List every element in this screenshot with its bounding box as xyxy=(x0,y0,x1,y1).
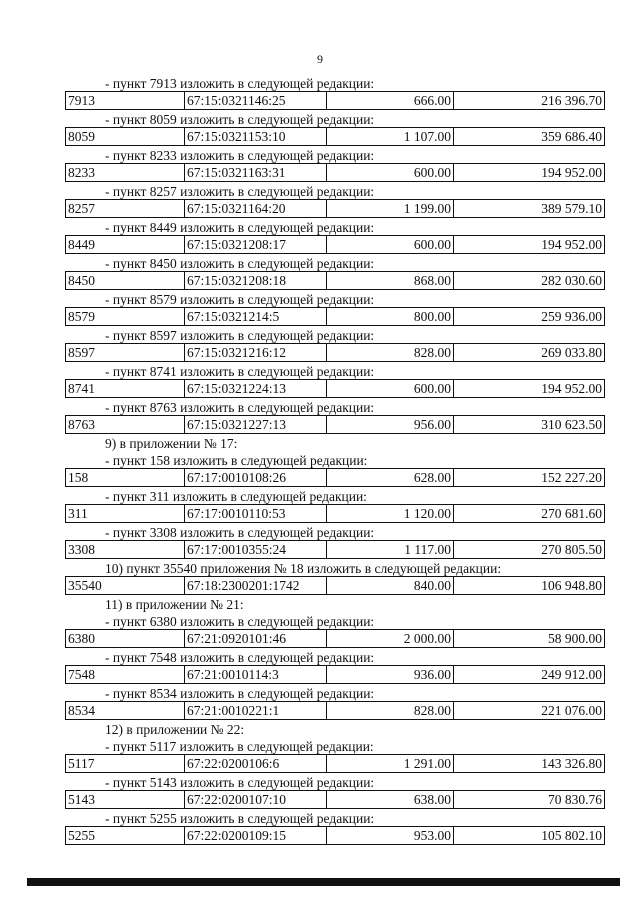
section-heading: 9) в приложении № 17: xyxy=(105,436,238,451)
table-row xyxy=(65,343,605,362)
area-cell: 1 117.00 xyxy=(327,541,454,559)
area-cell: 600.00 xyxy=(327,236,454,254)
cadastral-number-cell: 67:17:0010108:26 xyxy=(185,469,327,487)
area-cell: 953.00 xyxy=(327,827,454,845)
amendment-instruction: - пункт 8449 изложить в следующей редакции: xyxy=(105,220,375,235)
amendment-instruction: - пункт 5255 изложить в следующей редакции: xyxy=(105,811,375,826)
amendment-instruction: - пункт 158 изложить в следующей редакции: xyxy=(105,453,368,468)
item-number-cell: 8763 xyxy=(66,416,185,434)
cadastral-number-cell: 67:15:0321214:5 xyxy=(185,308,327,326)
item-number-cell: 8233 xyxy=(66,164,185,182)
value-cell: 194 952.00 xyxy=(454,236,605,254)
item-number-cell: 158 xyxy=(66,469,185,487)
amendment-instruction: - пункт 8763 изложить в следующей редакции: xyxy=(105,400,375,415)
value-cell: 221 076.00 xyxy=(454,702,605,720)
amendment-instruction: - пункт 5143 изложить в следующей редакции: xyxy=(105,775,375,790)
cadastral-number-cell: 67:21:0920101:46 xyxy=(185,630,327,648)
item-number-cell: 5255 xyxy=(66,827,185,845)
item-number-cell: 8059 xyxy=(66,128,185,146)
area-cell: 840.00 xyxy=(327,577,454,595)
section-heading: 12) в приложении № 22: xyxy=(105,722,245,737)
item-number-cell: 8741 xyxy=(66,380,185,398)
value-cell: 389 579.10 xyxy=(454,200,605,218)
value-cell: 359 686.40 xyxy=(454,128,605,146)
amendment-instruction: - пункт 311 изложить в следующей редакции: xyxy=(105,489,367,504)
value-cell: 269 033.80 xyxy=(454,344,605,362)
item-number-cell: 3308 xyxy=(66,541,185,559)
cadastral-number-cell: 67:17:0010110:53 xyxy=(185,505,327,523)
area-cell: 956.00 xyxy=(327,416,454,434)
table-row xyxy=(65,576,605,595)
table-row xyxy=(65,127,605,146)
area-cell: 828.00 xyxy=(327,344,454,362)
table-row xyxy=(65,826,605,845)
table-row xyxy=(65,665,605,684)
cadastral-number-cell: 67:15:0321163:31 xyxy=(185,164,327,182)
value-cell: 143 326.80 xyxy=(454,755,605,773)
value-cell: 216 396.70 xyxy=(454,92,605,110)
item-number-cell: 6380 xyxy=(66,630,185,648)
area-cell: 868.00 xyxy=(327,272,454,290)
item-number-cell: 8579 xyxy=(66,308,185,326)
table-row xyxy=(65,415,605,434)
value-cell: 58 900.00 xyxy=(454,630,605,648)
value-cell: 282 030.60 xyxy=(454,272,605,290)
area-cell: 936.00 xyxy=(327,666,454,684)
cadastral-number-cell: 67:17:0010355:24 xyxy=(185,541,327,559)
amendment-instruction: - пункт 8233 изложить в следующей редакции: xyxy=(105,148,375,163)
table-row xyxy=(65,701,605,720)
item-number-cell: 8257 xyxy=(66,200,185,218)
cadastral-number-cell: 67:15:0321224:13 xyxy=(185,380,327,398)
area-cell: 600.00 xyxy=(327,380,454,398)
item-number-cell: 8449 xyxy=(66,236,185,254)
cadastral-number-cell: 67:22:0200107:10 xyxy=(185,791,327,809)
amendment-instruction: - пункт 8597 изложить в следующей редакции: xyxy=(105,328,375,343)
amendment-instruction: - пункт 8534 изложить в следующей редакции: xyxy=(105,686,375,701)
cadastral-number-cell: 67:18:2300201:1742 xyxy=(185,577,327,595)
footer-rule xyxy=(27,878,620,886)
value-cell: 152 227.20 xyxy=(454,469,605,487)
section-heading: 11) в приложении № 21: xyxy=(105,597,244,612)
amendment-instruction: - пункт 5117 изложить в следующей редакции: xyxy=(105,739,374,754)
table-row xyxy=(65,504,605,523)
table-row xyxy=(65,754,605,773)
cadastral-number-cell: 67:15:0321227:13 xyxy=(185,416,327,434)
value-cell: 259 936.00 xyxy=(454,308,605,326)
section-heading: 10) пункт 35540 приложения № 18 изложить в следующей редакции: xyxy=(105,561,502,576)
table-row xyxy=(65,468,605,487)
value-cell: 106 948.80 xyxy=(454,577,605,595)
cadastral-number-cell: 67:21:0010221:1 xyxy=(185,702,327,720)
amendment-instruction: - пункт 6380 изложить в следующей редакции: xyxy=(105,614,375,629)
area-cell: 1 199.00 xyxy=(327,200,454,218)
table-row xyxy=(65,199,605,218)
item-number-cell: 8597 xyxy=(66,344,185,362)
table-row xyxy=(65,379,605,398)
cadastral-number-cell: 67:15:0321208:18 xyxy=(185,272,327,290)
amendment-instruction: - пункт 8450 изложить в следующей редакции: xyxy=(105,256,375,271)
amendment-instruction: - пункт 8059 изложить в следующей редакции: xyxy=(105,112,375,127)
item-number-cell: 7548 xyxy=(66,666,185,684)
cadastral-number-cell: 67:15:0321153:10 xyxy=(185,128,327,146)
area-cell: 828.00 xyxy=(327,702,454,720)
area-cell: 638.00 xyxy=(327,791,454,809)
area-cell: 2 000.00 xyxy=(327,630,454,648)
item-number-cell: 7913 xyxy=(66,92,185,110)
item-number-cell: 8450 xyxy=(66,272,185,290)
value-cell: 105 802.10 xyxy=(454,827,605,845)
document-body xyxy=(65,75,600,846)
item-number-cell: 5117 xyxy=(66,755,185,773)
value-cell: 249 912.00 xyxy=(454,666,605,684)
amendment-instruction: - пункт 8257 изложить в следующей редакции: xyxy=(105,184,375,199)
cadastral-number-cell: 67:21:0010114:3 xyxy=(185,666,327,684)
area-cell: 600.00 xyxy=(327,164,454,182)
table-row xyxy=(65,163,605,182)
amendment-instruction: - пункт 7548 изложить в следующей редакции: xyxy=(105,650,375,665)
value-cell: 270 681.60 xyxy=(454,505,605,523)
value-cell: 270 805.50 xyxy=(454,541,605,559)
area-cell: 628.00 xyxy=(327,469,454,487)
item-number-cell: 5143 xyxy=(66,791,185,809)
item-number-cell: 311 xyxy=(66,505,185,523)
cadastral-number-cell: 67:15:0321216:12 xyxy=(185,344,327,362)
amendment-instruction: - пункт 3308 изложить в следующей редакции: xyxy=(105,525,375,540)
table-row xyxy=(65,790,605,809)
value-cell: 194 952.00 xyxy=(454,164,605,182)
item-number-cell: 8534 xyxy=(66,702,185,720)
cadastral-number-cell: 67:15:0321164:20 xyxy=(185,200,327,218)
amendment-instruction: - пункт 8579 изложить в следующей редакции: xyxy=(105,292,375,307)
cadastral-number-cell: 67:22:0200109:15 xyxy=(185,827,327,845)
table-row xyxy=(65,271,605,290)
cadastral-number-cell: 67:15:0321208:17 xyxy=(185,236,327,254)
amendment-instruction: - пункт 8741 изложить в следующей редакции: xyxy=(105,364,375,379)
value-cell: 70 830.76 xyxy=(454,791,605,809)
area-cell: 1 107.00 xyxy=(327,128,454,146)
value-cell: 194 952.00 xyxy=(454,380,605,398)
item-number-cell: 35540 xyxy=(66,577,185,595)
table-row xyxy=(65,91,605,110)
area-cell: 1 291.00 xyxy=(327,755,454,773)
area-cell: 666.00 xyxy=(327,92,454,110)
table-row xyxy=(65,235,605,254)
area-cell: 800.00 xyxy=(327,308,454,326)
value-cell: 310 623.50 xyxy=(454,416,605,434)
table-row xyxy=(65,307,605,326)
cadastral-number-cell: 67:22:0200106:6 xyxy=(185,755,327,773)
area-cell: 1 120.00 xyxy=(327,505,454,523)
cadastral-number-cell: 67:15:0321146:25 xyxy=(185,92,327,110)
page-number: 9 xyxy=(317,52,323,66)
table-row xyxy=(65,629,605,648)
amendment-instruction: - пункт 7913 изложить в следующей редакции: xyxy=(105,76,375,91)
table-row xyxy=(65,540,605,559)
